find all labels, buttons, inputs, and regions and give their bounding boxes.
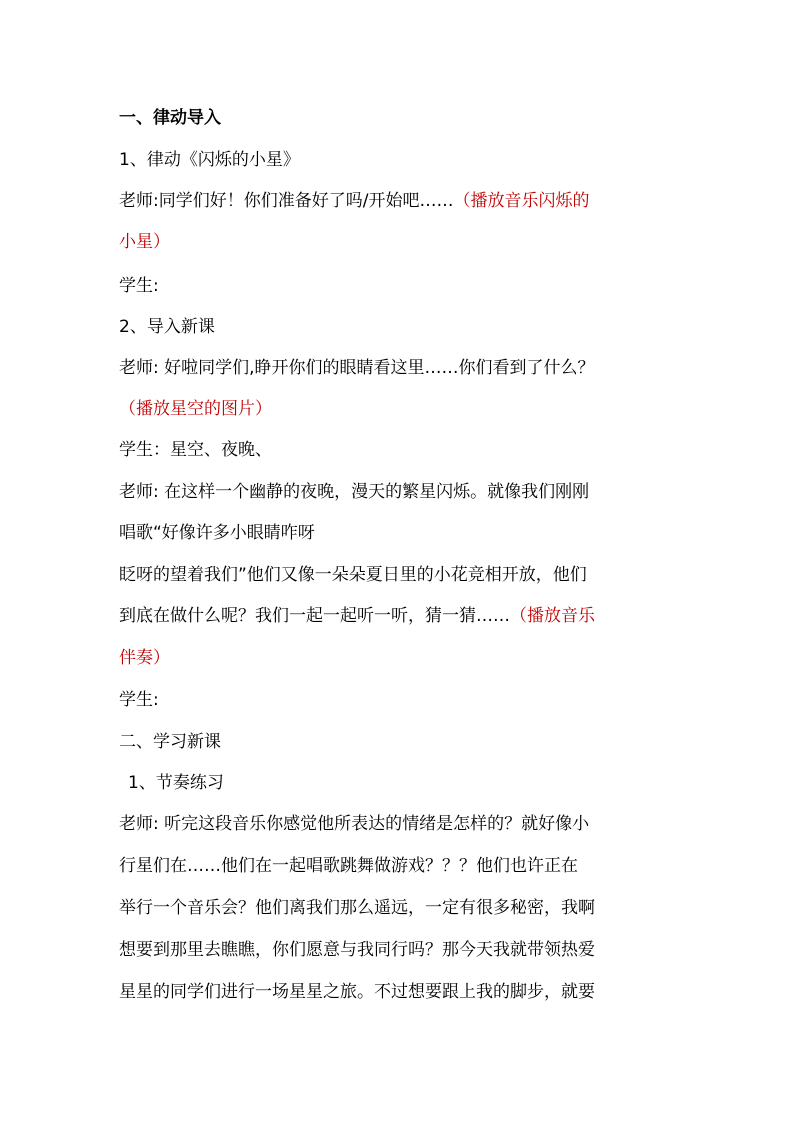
paragraph-line: 举行一个音乐会？他们离我们那么遥远，一定有很多秘密，我啊 — [119, 898, 595, 918]
stage-direction: 小星） — [119, 232, 170, 252]
student-line: 学生：星空、夜晚、 — [119, 440, 272, 460]
subheading-1: 1、律动《闪烁的小星》 — [119, 150, 300, 170]
paragraph-line — [119, 606, 689, 626]
paragraph-line: 想要到那里去瞧瞧，你们愿意与我同行吗？那今天我就带领热爱 — [119, 940, 595, 960]
paragraph-line: 唱歌“好像许多小眼睛咋呀 — [119, 523, 315, 543]
subheading-3: 1、节奏练习 — [128, 773, 224, 793]
teacher-line: 老师: 听完这段音乐你感觉他所表达的情绪是怎样的？就好像小 — [119, 814, 590, 834]
paragraph-line — [119, 191, 689, 211]
section-heading-2: 二、学习新课 — [119, 732, 221, 752]
stage-direction: 伴奏） — [119, 648, 170, 668]
stage-direction: （播放星空的图片） — [119, 399, 272, 419]
stage-direction: （播放音乐 — [510, 606, 595, 626]
student-line: 学生: — [119, 276, 159, 296]
section-heading-1: 一、律动导入 — [119, 108, 221, 128]
stage-direction: （播放音乐闪烁的 — [453, 191, 590, 211]
teacher-line: 老师: 好啦同学们,睁开你们的眼睛看这里……你们看到了什么？ — [119, 358, 595, 378]
teacher-text: 老师:同学们好！你们准备好了吗/开始吧…… — [119, 191, 454, 211]
paragraph-line: 星星的同学们进行一场星星之旅。不过想要跟上我的脚步，就要 — [119, 982, 595, 1002]
subheading-2: 2、导入新课 — [119, 317, 215, 337]
student-line: 学生: — [119, 690, 159, 710]
teacher-line: 老师: 在这样一个幽静的夜晚，漫天的繁星闪烁。就像我们刚刚 — [119, 482, 590, 502]
teacher-text: 到底在做什么呢？我们一起一起听一听，猜一猜…… — [119, 606, 510, 626]
paragraph-line: 眨呀的望着我们”他们又像一朵朵夏日里的小花竞相开放，他们 — [119, 565, 587, 585]
paragraph-line: 行星们在……他们在一起唱歌跳舞做游戏？？？他们也许正在 — [119, 856, 578, 876]
